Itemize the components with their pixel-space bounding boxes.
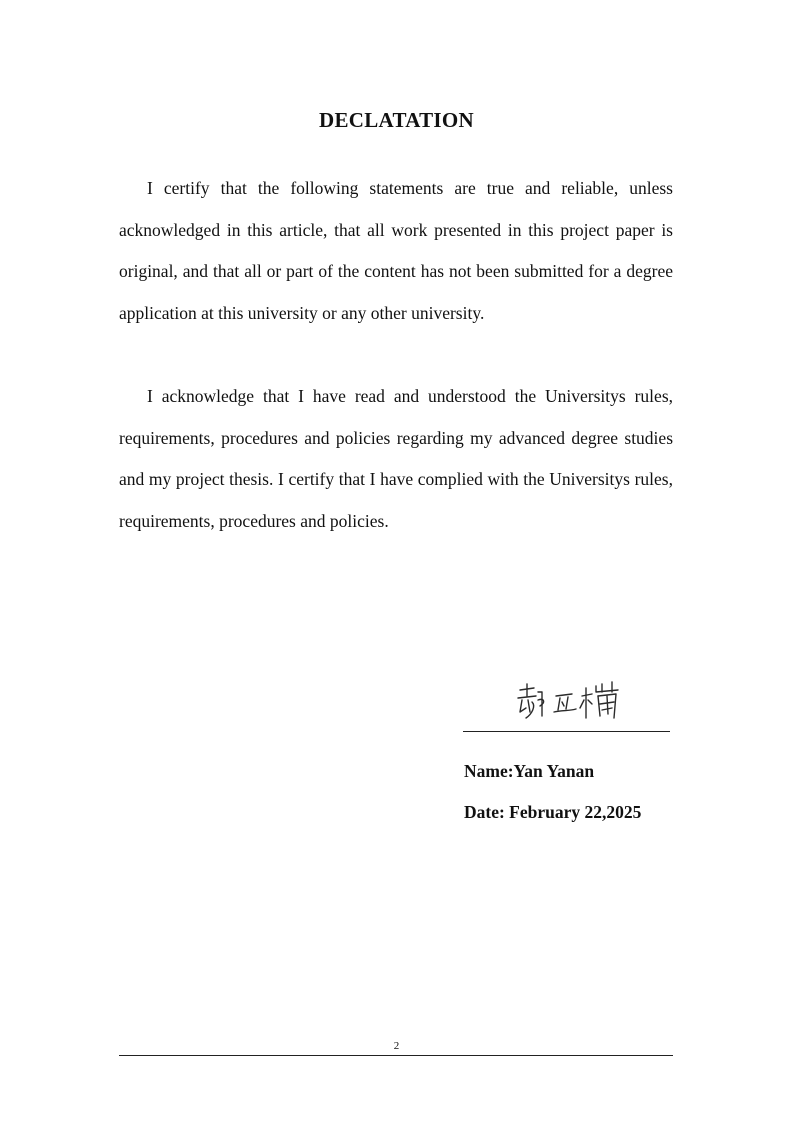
- acknowledgement-paragraph: I acknowledge that I have read and understood the Universitys rules, requirements, procedures and policies regarding my advanced degree studies and my project thesis. I certify that I have complied with the Universitys rules, requirements, procedures and policies.: [119, 386, 673, 532]
- handwritten-signature: [512, 678, 632, 726]
- footer-rule: [119, 1055, 673, 1056]
- certification-paragraph: I certify that the following statements are true and reliable, unless acknowledged in this article, that all work presented in this project paper is original, and that all or part of the content has not been submitted for a degree application at this university or any other university.: [119, 178, 673, 324]
- signature-line: [463, 731, 670, 732]
- signature-drawing: [512, 678, 632, 726]
- date-field: Date: February 22,2025: [464, 802, 642, 822]
- page-title: DECLATATION: [319, 108, 474, 132]
- page-number: 2: [393, 1040, 400, 1052]
- name-field: Name:Yan Yanan: [464, 761, 595, 781]
